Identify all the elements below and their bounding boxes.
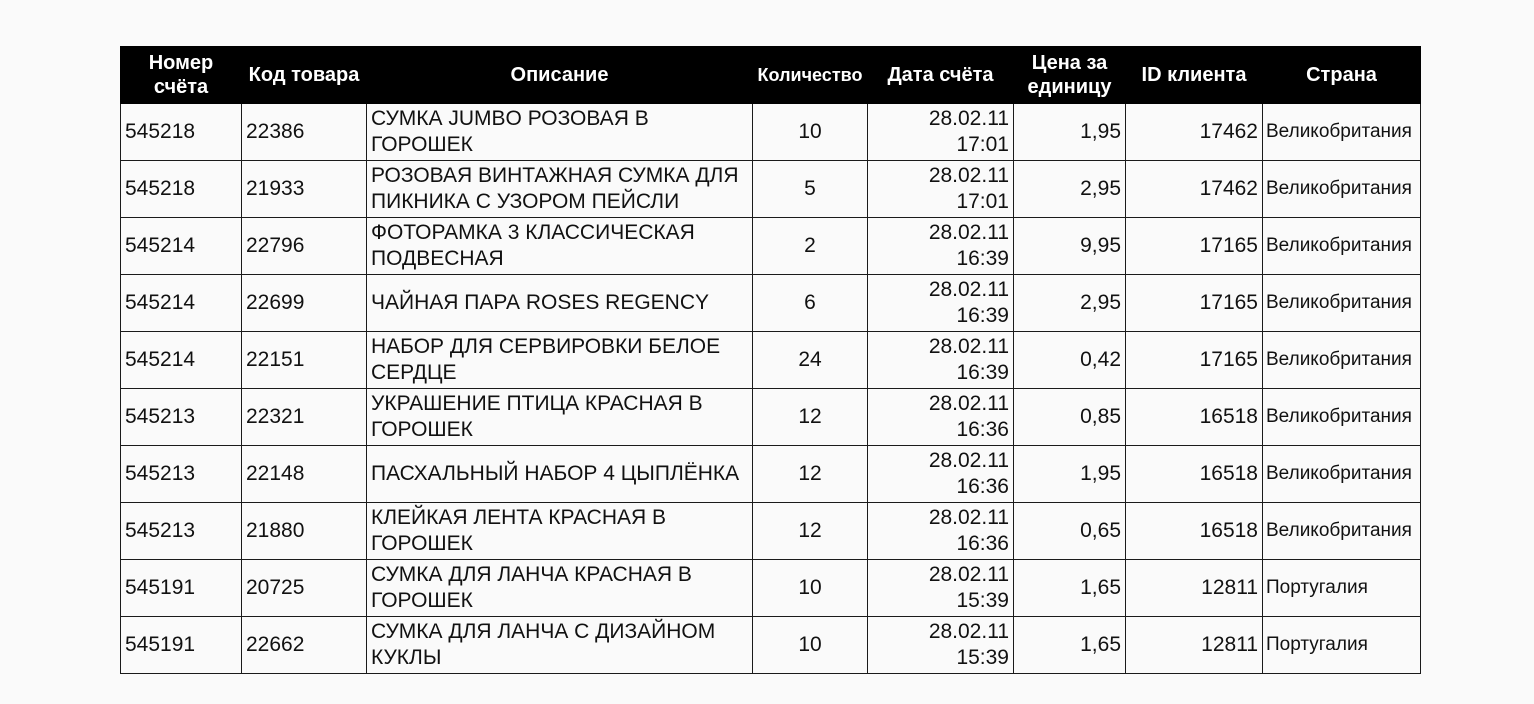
table-header-row bbox=[121, 47, 1421, 104]
cell-product-code: 21880 bbox=[242, 503, 367, 560]
cell-country: Великобритания bbox=[1263, 332, 1421, 389]
cell-product-code: 22699 bbox=[242, 275, 367, 332]
cell-invoice-number: 545191 bbox=[121, 560, 242, 617]
cell-client-id: 12811 bbox=[1126, 617, 1263, 674]
cell-quantity: 24 bbox=[753, 332, 868, 389]
table-row bbox=[121, 389, 1421, 446]
cell-product-code: 22386 bbox=[242, 104, 367, 161]
table-row bbox=[121, 503, 1421, 560]
cell-invoice-date: 28.02.11 16:39 bbox=[868, 275, 1014, 332]
cell-quantity: 12 bbox=[753, 446, 868, 503]
cell-client-id: 17462 bbox=[1126, 161, 1263, 218]
cell-product-code: 22662 bbox=[242, 617, 367, 674]
cell-quantity: 10 bbox=[753, 560, 868, 617]
header-invoice-date: Дата счёта bbox=[868, 47, 1014, 104]
cell-description: НАБОР ДЛЯ СЕРВИРОВКИ БЕЛОЕ СЕРДЦЕ bbox=[367, 332, 753, 389]
cell-invoice-date: 28.02.11 15:39 bbox=[868, 560, 1014, 617]
cell-invoice-date: 28.02.11 16:39 bbox=[868, 332, 1014, 389]
cell-quantity: 10 bbox=[753, 617, 868, 674]
header-product-code: Код товара bbox=[242, 47, 367, 104]
cell-invoice-number: 545213 bbox=[121, 503, 242, 560]
header-unit-price: Цена за единицу bbox=[1014, 47, 1126, 104]
cell-invoice-number: 545214 bbox=[121, 275, 242, 332]
cell-invoice-date: 28.02.11 16:36 bbox=[868, 389, 1014, 446]
table-row bbox=[121, 332, 1421, 389]
cell-country: Великобритания bbox=[1263, 446, 1421, 503]
cell-product-code: 22796 bbox=[242, 218, 367, 275]
header-country: Страна bbox=[1263, 47, 1421, 104]
cell-client-id: 16518 bbox=[1126, 503, 1263, 560]
cell-invoice-number: 545218 bbox=[121, 104, 242, 161]
cell-product-code: 22148 bbox=[242, 446, 367, 503]
cell-client-id: 17165 bbox=[1126, 275, 1263, 332]
cell-invoice-date: 28.02.11 16:36 bbox=[868, 446, 1014, 503]
cell-invoice-date: 28.02.11 16:39 bbox=[868, 218, 1014, 275]
cell-description: ФОТОРАМКА 3 КЛАССИЧЕСКАЯ ПОДВЕСНАЯ bbox=[367, 218, 753, 275]
header-description: Описание bbox=[367, 47, 753, 104]
cell-product-code: 22151 bbox=[242, 332, 367, 389]
invoice-table bbox=[120, 46, 1421, 674]
cell-description: СУМКА ДЛЯ ЛАНЧА С ДИЗАЙНОМ КУКЛЫ bbox=[367, 617, 753, 674]
cell-description: УКРАШЕНИЕ ПТИЦА КРАСНАЯ В ГОРОШЕК bbox=[367, 389, 753, 446]
table-row bbox=[121, 161, 1421, 218]
cell-client-id: 17165 bbox=[1126, 332, 1263, 389]
cell-product-code: 22321 bbox=[242, 389, 367, 446]
header-invoice-number: Номер счёта bbox=[121, 47, 242, 104]
table-row bbox=[121, 218, 1421, 275]
cell-client-id: 16518 bbox=[1126, 446, 1263, 503]
cell-invoice-number: 545214 bbox=[121, 218, 242, 275]
cell-country: Великобритания bbox=[1263, 503, 1421, 560]
cell-quantity: 10 bbox=[753, 104, 868, 161]
cell-description: СУМКА ДЛЯ ЛАНЧА КРАСНАЯ В ГОРОШЕК bbox=[367, 560, 753, 617]
cell-unit-price: 1,65 bbox=[1014, 617, 1126, 674]
cell-country: Великобритания bbox=[1263, 218, 1421, 275]
cell-description: ЧАЙНАЯ ПАРА ROSES REGENCY bbox=[367, 275, 753, 332]
cell-country: Великобритания bbox=[1263, 389, 1421, 446]
cell-invoice-date: 28.02.11 16:36 bbox=[868, 503, 1014, 560]
cell-unit-price: 0,85 bbox=[1014, 389, 1126, 446]
cell-product-code: 21933 bbox=[242, 161, 367, 218]
cell-invoice-number: 545214 bbox=[121, 332, 242, 389]
cell-invoice-number: 545191 bbox=[121, 617, 242, 674]
cell-country: Португалия bbox=[1263, 560, 1421, 617]
cell-quantity: 2 bbox=[753, 218, 868, 275]
cell-quantity: 6 bbox=[753, 275, 868, 332]
cell-invoice-date: 28.02.11 17:01 bbox=[868, 161, 1014, 218]
table-row bbox=[121, 446, 1421, 503]
cell-unit-price: 9,95 bbox=[1014, 218, 1126, 275]
cell-description: СУМКА JUMBO РОЗОВАЯ В ГОРОШЕК bbox=[367, 104, 753, 161]
cell-quantity: 5 bbox=[753, 161, 868, 218]
cell-invoice-number: 545218 bbox=[121, 161, 242, 218]
cell-quantity: 12 bbox=[753, 389, 868, 446]
cell-country: Великобритания bbox=[1263, 104, 1421, 161]
cell-country: Великобритания bbox=[1263, 161, 1421, 218]
cell-description: РОЗОВАЯ ВИНТАЖНАЯ СУМКА ДЛЯ ПИКНИКА С УЗОРОМ ПЕЙСЛИ bbox=[367, 161, 753, 218]
cell-unit-price: 2,95 bbox=[1014, 275, 1126, 332]
table-row bbox=[121, 275, 1421, 332]
cell-quantity: 12 bbox=[753, 503, 868, 560]
cell-unit-price: 2,95 bbox=[1014, 161, 1126, 218]
cell-country: Португалия bbox=[1263, 617, 1421, 674]
cell-client-id: 17165 bbox=[1126, 218, 1263, 275]
table-row bbox=[121, 104, 1421, 161]
cell-unit-price: 1,95 bbox=[1014, 104, 1126, 161]
cell-invoice-number: 545213 bbox=[121, 389, 242, 446]
cell-invoice-number: 545213 bbox=[121, 446, 242, 503]
cell-description: ПАСХАЛЬНЫЙ НАБОР 4 ЦЫПЛЁНКА bbox=[367, 446, 753, 503]
cell-unit-price: 0,65 bbox=[1014, 503, 1126, 560]
cell-unit-price: 1,65 bbox=[1014, 560, 1126, 617]
cell-unit-price: 0,42 bbox=[1014, 332, 1126, 389]
cell-product-code: 20725 bbox=[242, 560, 367, 617]
table-body bbox=[121, 104, 1421, 674]
cell-client-id: 16518 bbox=[1126, 389, 1263, 446]
cell-invoice-date: 28.02.11 17:01 bbox=[868, 104, 1014, 161]
cell-invoice-date: 28.02.11 15:39 bbox=[868, 617, 1014, 674]
cell-description: КЛЕЙКАЯ ЛЕНТА КРАСНАЯ В ГОРОШЕК bbox=[367, 503, 753, 560]
cell-unit-price: 1,95 bbox=[1014, 446, 1126, 503]
header-client-id: ID клиента bbox=[1126, 47, 1263, 104]
cell-client-id: 17462 bbox=[1126, 104, 1263, 161]
cell-country: Великобритания bbox=[1263, 275, 1421, 332]
table-row bbox=[121, 560, 1421, 617]
invoice-table-container bbox=[120, 46, 1420, 674]
header-quantity: Количество bbox=[753, 47, 868, 104]
cell-client-id: 12811 bbox=[1126, 560, 1263, 617]
table-row bbox=[121, 617, 1421, 674]
